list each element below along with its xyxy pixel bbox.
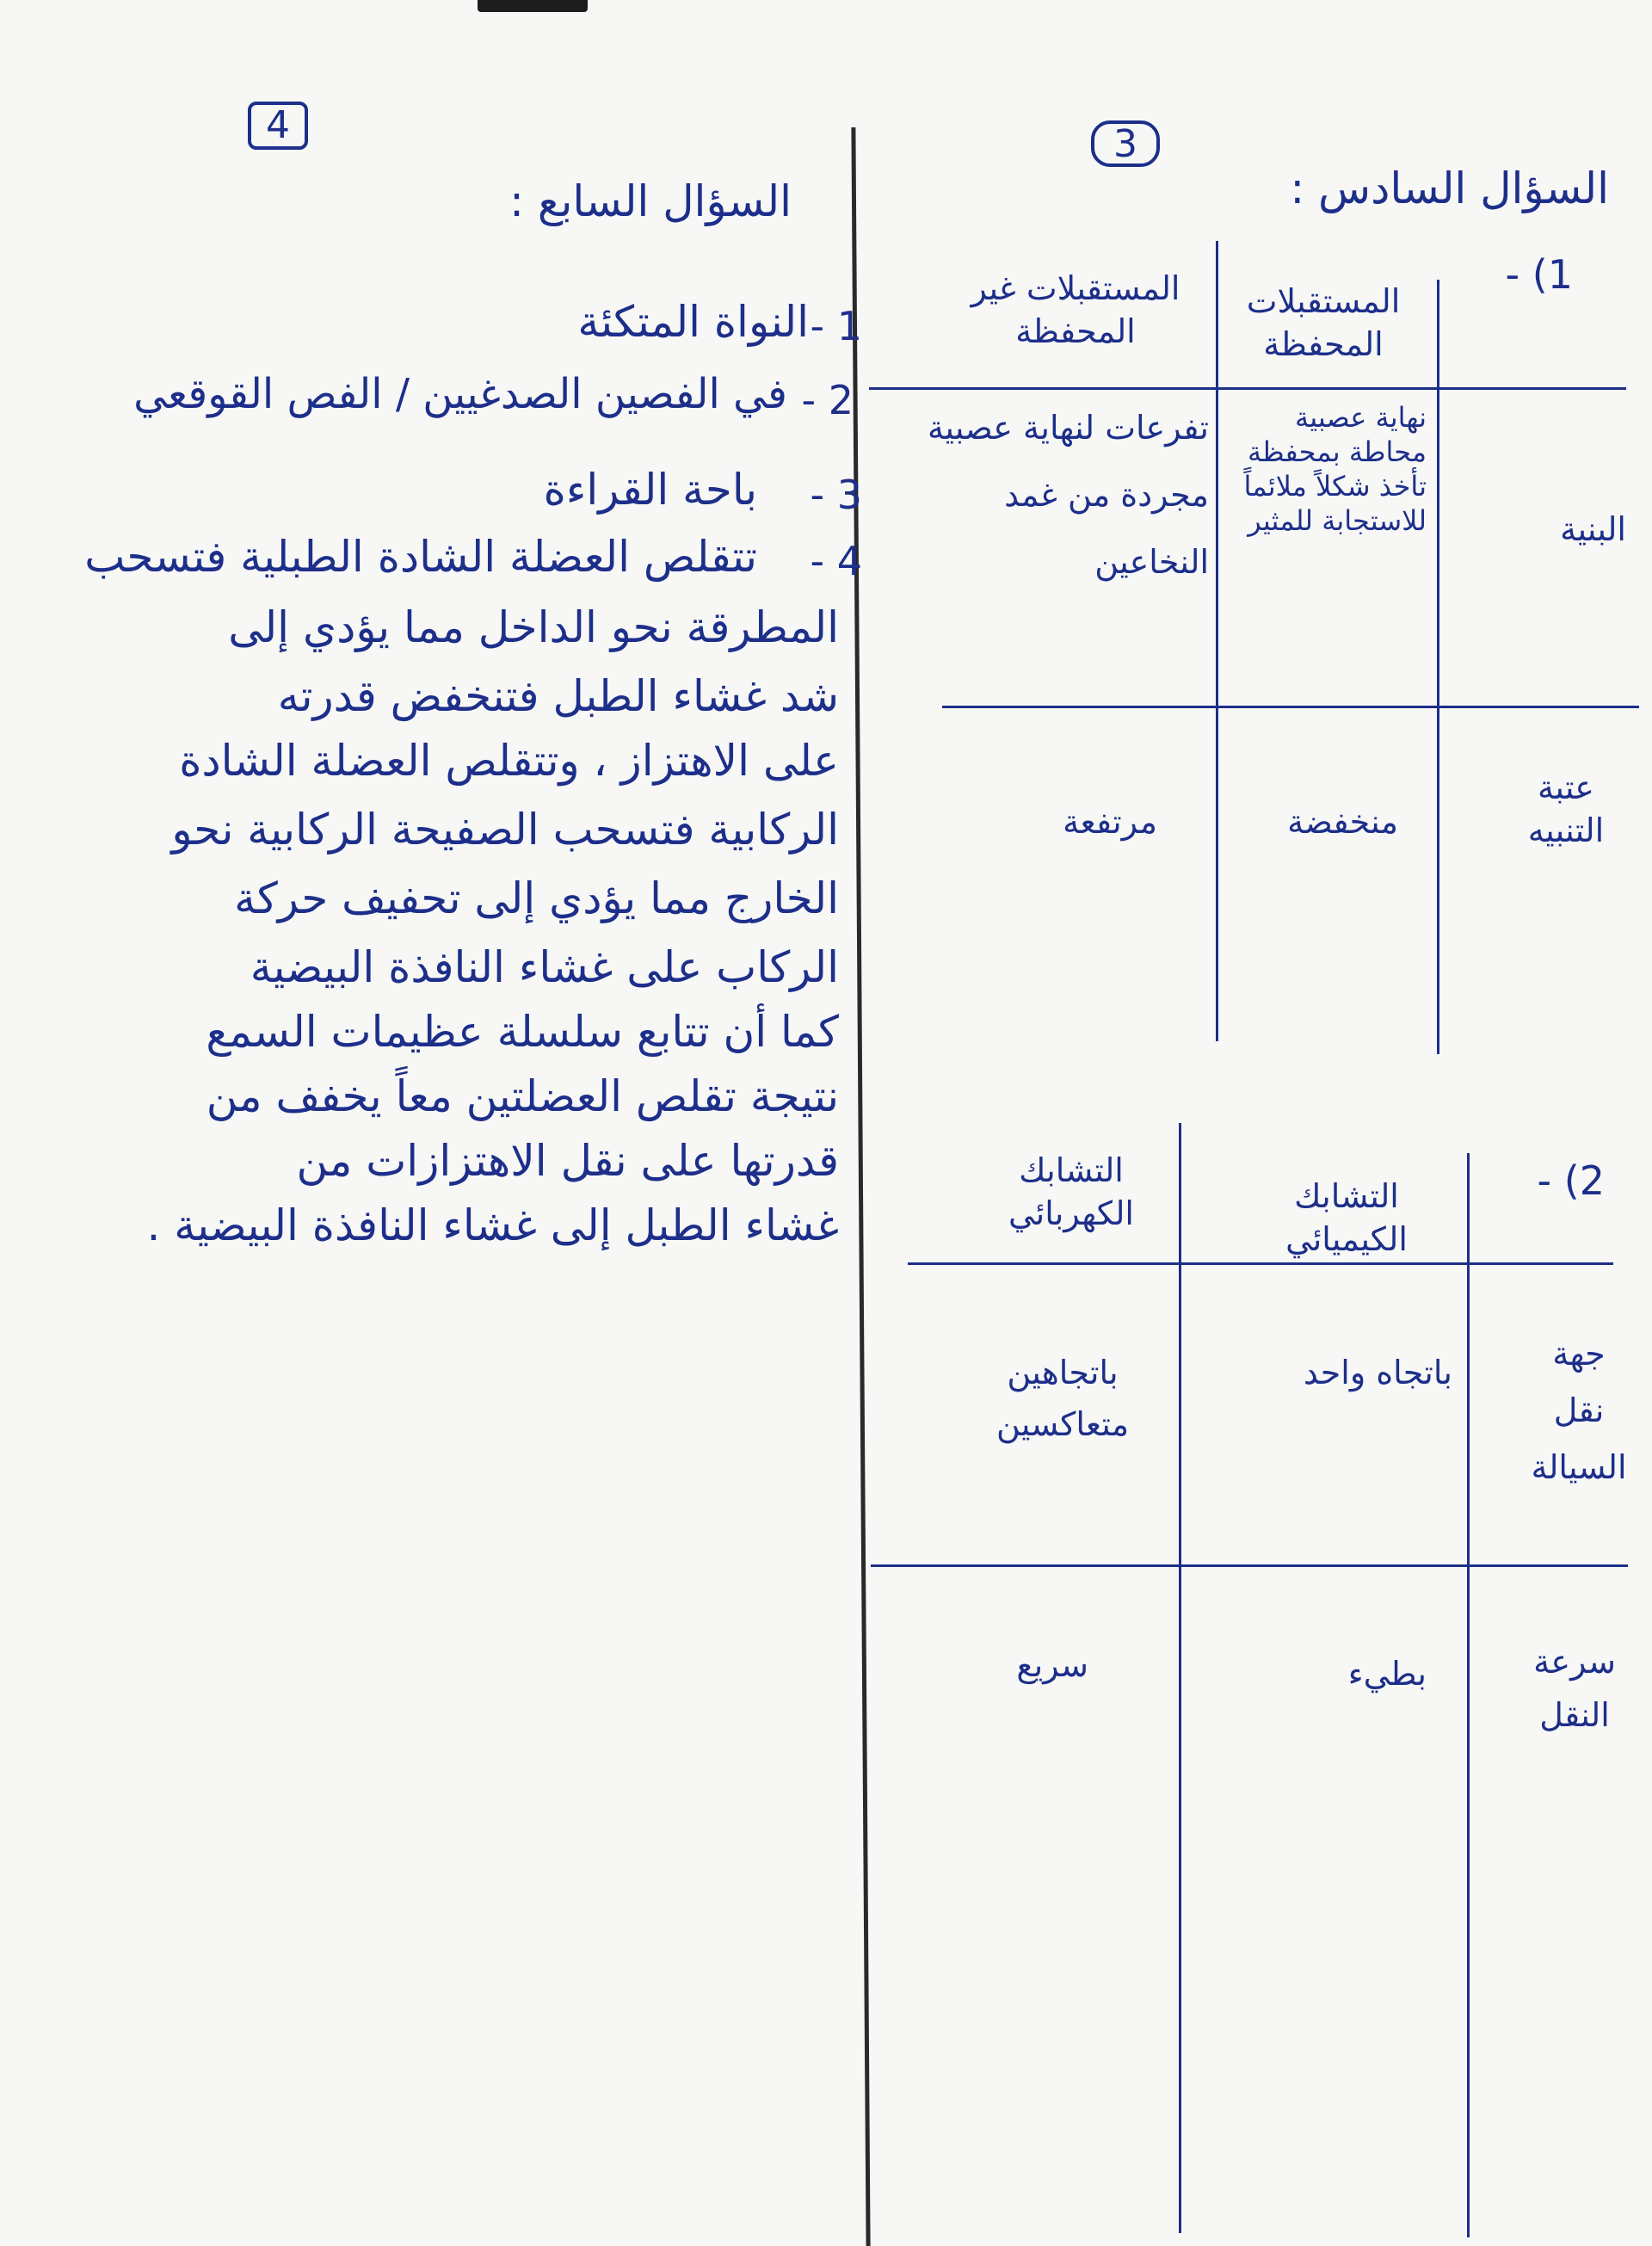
page-divider xyxy=(851,127,870,2246)
table2-header-col1: التشابك الكيميائي xyxy=(1285,1177,1408,1258)
table1-row2-label: عتبة التنبيه xyxy=(1527,768,1605,849)
seventh-question-title: السؤال السابع : xyxy=(509,176,792,226)
table1-row1-label: البنية xyxy=(1560,510,1626,548)
page-number-right: 3 xyxy=(1091,120,1160,167)
table2-row2-col1: بطيء xyxy=(1347,1655,1427,1693)
table1-row1-col1: نهاية عصبية محاطة بمحفظة تأخذ شكلاً ملائماً للاستجابة للمثير xyxy=(1243,401,1427,537)
answer-4-line-5: الخارج مما يؤدي إلى تحفيف حركة xyxy=(234,873,839,923)
table1-hline-row xyxy=(942,706,1639,708)
table2-vline-left xyxy=(1179,1123,1181,2233)
table1-header-col2: المستقبلات غير المحفظة xyxy=(971,269,1180,350)
answer-1-number: 1 - xyxy=(810,303,862,349)
part1-number: 1) - xyxy=(1505,251,1573,298)
answer-4-line-6: الركاب على غشاء النافذة البيضية xyxy=(250,942,839,992)
table1-vline-right xyxy=(1437,280,1439,1054)
answer-4-line-1: المطرقة نحو الداخل مما يؤدي إلى xyxy=(228,602,839,652)
answer-2-number: 2 - xyxy=(801,377,854,423)
answer-4-line-7: كما أن تتابع سلسلة عظيمات السمع xyxy=(206,1007,839,1057)
table1-hline-header xyxy=(869,387,1626,390)
clip-mark xyxy=(478,0,588,12)
table2-vline-right xyxy=(1467,1153,1470,2237)
answer-4-line-10: غشاء الطبل إلى غشاء النافذة البيضية . xyxy=(146,1200,839,1250)
answer-3-text: باحة القراءة xyxy=(543,465,757,515)
table2-header-col2: التشابك الكهربائي xyxy=(1008,1151,1134,1232)
part2-number: 2) - xyxy=(1537,1157,1605,1204)
answer-4-line-2: شد غشاء الطبل فتنخفض قدرته xyxy=(277,671,839,721)
answer-4-line-8: نتيجة تقلص العضلتين معاً يخفف من xyxy=(206,1071,839,1121)
answer-4-line-4: الركابية فتسحب الصفيحة الركابية نحو xyxy=(171,805,839,855)
answer-2-text: في الفصين الصدغيين / الفص القوقعي xyxy=(133,370,787,418)
answer-4-line-9: قدرتها على نقل الاهتزازات من xyxy=(296,1136,839,1186)
table2-row1-col2: باتجاهين متعاكسين xyxy=(996,1354,1130,1443)
table1-row1-col2: تفرعات لنهاية عصبية مجردة من غمد النخاعين xyxy=(928,409,1209,581)
table2-hline-row xyxy=(871,1564,1628,1567)
table2-row2-col2: سريع xyxy=(1016,1646,1088,1684)
table1-row2-col2: مرتفعة xyxy=(1063,803,1157,841)
table2-row2-label: سرعة النقل xyxy=(1533,1643,1616,1734)
table1-row2-col1: منخفضة xyxy=(1287,803,1398,841)
table2-row1-col1: باتجاه واحد xyxy=(1303,1354,1452,1391)
table1-header-col1: المستقبلات المحفظة xyxy=(1246,282,1401,363)
table2-hline-header xyxy=(908,1262,1613,1265)
page-number-left: 4 xyxy=(248,102,308,150)
answer-3-number: 3 - xyxy=(810,472,862,518)
table2-row1-label: جهة نقل السيالة xyxy=(1531,1335,1627,1486)
answer-1-text: النواة المتكئة xyxy=(577,297,809,347)
answer-4-number: 4 - xyxy=(810,538,862,584)
answer-4-line-3: على الاهتزاز ، وتتقلص العضلة الشادة xyxy=(179,736,839,786)
sixth-question-title: السؤال السادس : xyxy=(1290,164,1609,213)
table1-vline-left xyxy=(1216,241,1218,1041)
answer-4-text: تتقلص العضلة الشادة الطبلية فتسحب xyxy=(84,532,757,582)
